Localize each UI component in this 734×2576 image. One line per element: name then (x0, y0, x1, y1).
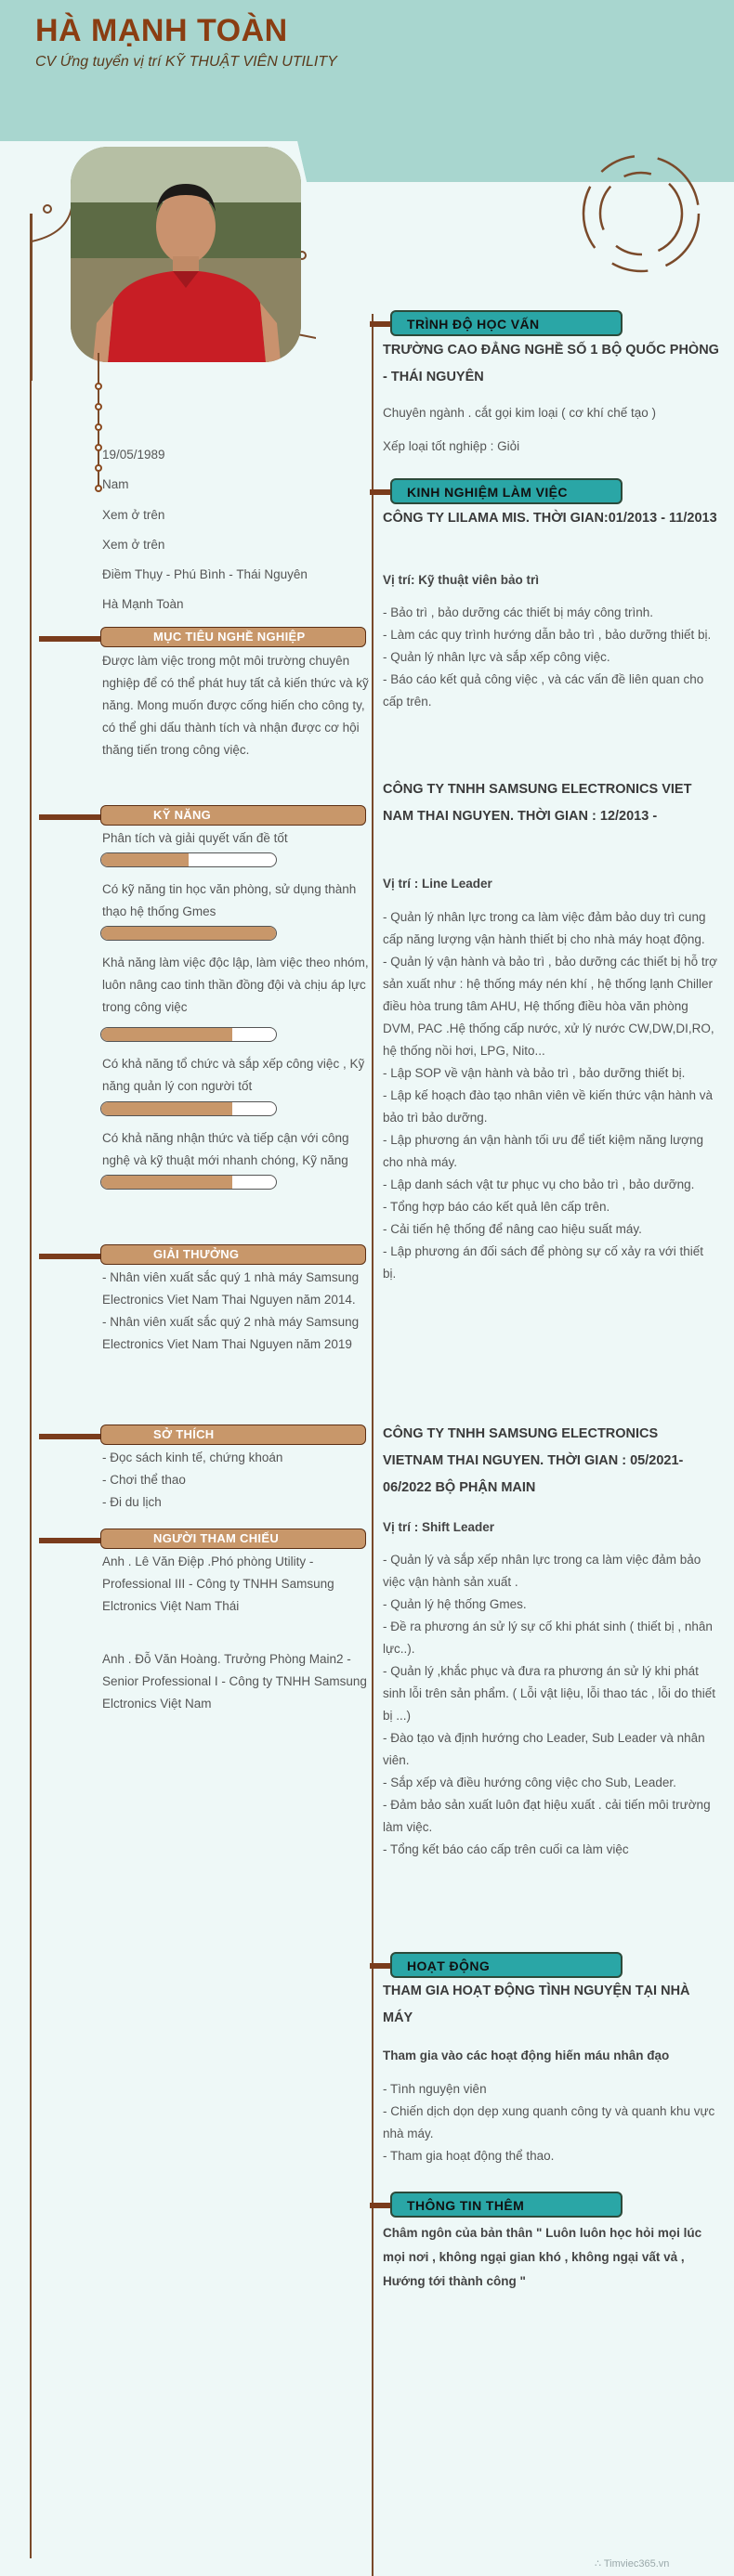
activity-title: THAM GIA HOẠT ĐỘNG TÌNH NGUYỆN TẠI NHÀ MÁY (383, 1984, 690, 2025)
experience-2-company: CÔNG TY TNHH SAMSUNG ELECTRONICS VIET NAM THAI NGUYEN. THỜI GIAN : 12/2013 - (383, 782, 692, 824)
hobbies-list (102, 1447, 372, 1514)
experience-1-position: Vị trí: Kỹ thuật viên bảo trì (383, 573, 540, 587)
skill-4-text: Có khả năng tổ chức và sắp xếp công việc , Kỹ năng quản lý con người tốt (102, 1057, 365, 1093)
hobby-item: - Chơi thể thao (102, 1473, 186, 1487)
award-item: - Nhân viên xuất sắc quý 1 nhà máy Samsung Electronics Viet Nam Thai Nguyen năm 2014. (102, 1270, 360, 1307)
skill-1-bar (100, 852, 277, 867)
candidate-name: HÀ MẠNH TOÀN (35, 13, 288, 48)
experience-1-company: CÔNG TY LILAMA MIS. THỜI GIAN:01/2013 - 11/2013 (383, 511, 717, 526)
reference-1: Anh . Lê Văn Điệp .Phó phòng Utility - Professional III - Công ty TNHH Samsung Elctronics Việt Nam Thái (102, 1555, 334, 1613)
skill-5-bar (100, 1175, 277, 1190)
experience-3-company: CÔNG TY TNHH SAMSUNG ELECTRONICS VIETNAM THAI NGUYEN. THỜI GIAN : 05/2021-06/2022 BỘ PHẬN MAIN (383, 1426, 684, 1495)
skill-4-bar (100, 1101, 277, 1116)
more-info-text: Châm ngôn của bản thân " Luôn luôn học hỏi mọi lúc mọi nơi , không ngại gian khó , không ngại vất vả , Hướng tới thành công " (383, 2226, 702, 2288)
skill-2-bar (100, 926, 277, 941)
objective-text: Được làm việc trong một môi trường chuyên nghiệp để có thể phát huy tất cả kiến thức và kỹ năng. Mong muốn được cống hiến cho công ty, có thể ghi dấu thành tích và nhận được cơ hội thăng tiến trong công việc. (102, 654, 369, 757)
award-item: - Nhân viên xuất sắc quý 2 nhà máy Samsung Electronics Viet Nam Thai Nguyen năm 2019 (102, 1315, 360, 1351)
awards-list (102, 1267, 372, 1356)
job-objective-subtitle: CV Ứng tuyển vị trí KỸ THUẬT VIÊN UTILITY (35, 54, 337, 70)
skill-3-bar (100, 1027, 277, 1042)
personal-info-dots (94, 353, 103, 492)
hobby-item: - Đi du lịch (102, 1495, 162, 1509)
phone: Xem ở trên (102, 508, 165, 522)
cv-page: HÀ MẠNH TOÀN CV Ứng tuyển vị trí KỸ THUẬT VIÊN UTILITY 19/05/1989 Nam Xem ở trên Xem ở trên Điềm Thụy - Phú Bình - Thái Nguyên Hà Mạnh Toàn MỤC TIÊU NGHỀ NGHIỆP Được làm việc trong một môi trường chuyên nghiệp để có thể phát huy tất cả kiến thức và kỹ năng. Mong muốn được cống hiến cho công ty, có thể ghi dấu thành tích và nhận được cơ hội thăng tiến trong công việc. KỸ NĂNG Phân tích và giải quyết vấn đề tốt Có kỹ năng tin học văn phòng, sử dụng thành thạo hệ thống Gmes Khả năng làm việc độc lập, làm việc theo nhóm, luôn nâng cao tinh thần đồng đội và chịu áp lực trong công việc Có khả năng tổ chức và sắp xếp công việc , Kỹ năng quản lý con người tốt Có khả năng nhận thức và tiếp cận với công nghệ và kỹ thuật mới nhanh chóng, Kỹ năng GIẢI THƯỞNG - Nhân viên xuất sắc quý 1 nhà máy Samsung Electronics Viet Nam Thai Nguyen năm 2014. - Nhân viên xuất sắc quý 2 nhà máy Samsung Electronics Viet Nam Thai Nguyen năm 2019 SỞ THÍCH - Đọc sách kinh tế, chứng khoán - Chơi thể thao - Đi du lịch NGƯỜI THAM CHIẾU Anh . Lê Văn Điệp .Phó phòng Utility - Professional III - Công ty TNHH Samsung Elctronics Việt Nam Thái Anh . Đỗ Văn Hoàng. Trưởng Phòng Main2 - Senior Professional I - Công ty TNHH Samsung Elctronics Việt Nam TRÌNH ĐỘ HỌC VẤN TRƯỜNG CAO ĐẲNG NGHỀ SỐ 1 BỘ QUỐC PHÒNG - THÁI NGUYÊN Chuyên ngành . cắt gọi kim loại ( cơ khí chế tạo ) Xếp loại tốt nghiệp : Giỏi KINH NGHIỆM LÀM VIỆC CÔNG TY LILAMA MIS. THỜI GIAN:01/2013 - 11/2013 Vị trí: Kỹ thuật viên bảo trì - Bảo trì , bảo dưỡng các thiết bị máy công trình. - Làm các quy trình hướng dẫn bảo trì , bảo dưỡng thiết bị. - Quản lý nhân lực và sắp xếp công việc. - Báo cáo kết quả công việc , và các vấn đề liên quan cho cấp trên. CÔNG TY TNHH SAMSUNG ELECTRONICS VIET NAM THAI NGUYEN. THỜI GIAN : 12/2013 - Vị trí : Line Leader - Quản lý nhân lực trong ca làm việc đảm bảo duy trì cung cấp năng lượng vận hành thiết bị cho nhà máy hoạt động. - Quản lý vận hành và bảo trì , bảo dưỡng các thiết bị hỗ trợ sản xuất như : hệ thống máy nén khí , hệ thống lạnh Chiller điều hòa trung tâm AHU, Hệ thống điều hòa văn phòng DVM, PAC .Hệ thống cấp nước, xử lý nước CW,DW,DI,RO, hệ thống nồi hơi, LPG, Nito... - Lập SOP về vận hành và bảo trì , bảo dưỡng thiết bị. - Lập kế hoạch đào tạo nhân viên về kiến thức vận hành và bảo trì bảo dưỡng. - Lập phương án vận hành tối ưu để tiết kiệm năng lượng cho nhà máy. - Lập danh sách vật tư phục vụ cho bảo trì , bảo dưỡng. - Tổng hợp báo cáo kết quả lên cấp trên. - Cải tiến hệ thống để nâng cao hiệu suất máy. - Lập phương án đối sách để phòng sự cố xảy ra với thiết bị. CÔNG TY TNHH SAMSUNG ELECTRONICS VIETNAM THAI NGUYEN. THỜI GIAN : 05/2021-06/2022 BỘ PHẬN MAIN Vị trí : Shift Leader - Quản lý và sắp xếp nhân lực trong ca làm việc đảm bảo việc vận hành sản xuất . - Quản lý hệ thống Gmes. - Đề ra phương án sử lý sự cố khi phát sinh ( thiết bị , nhân lực..). - Quản lý ,khắc phục và đưa ra phương án sử lý khi phát sinh lỗi trên sản phẩm. ( Lỗi vật liệu, lỗi thao tác , lỗi do thiết bị ...) - Đào tạo và định hướng cho Leader, Sub Leader và nhân viên. - Sắp xếp và điều hướng công việc cho Sub, Leader. - Đảm bảo sản xuất luôn đạt hiệu xuất . cải tiến môi trường làm việc. - Tổng kết báo cáo cấp trên cuối ca làm việc HOẠT ĐỘNG THAM GIA HOẠT ĐỘNG TÌNH NGUYỆN TẠI NHÀ MÁY Tham gia vào các hoạt động hiến máu nhân đạo - Tình nguyện viên - Chiến dịch dọn dẹp xung quanh công ty và quanh khu vực nhà máy. - Tham gia hoạt động thể thao. THÔNG TIN THÊM Châm ngôn của bản thân " Luôn luôn học hỏi mọi lúc mọi nơi , không ngại gian khó , không ngại vất vả , Hướng tới thành công " ∴ Timviec365.vn (0, 0, 734, 2576)
experience-2-duties: - Quản lý nhân lực trong ca làm việc đảm bảo duy trì cung cấp năng lượng vận hành thiết bị cho nhà máy hoạt động. - Quản lý vận hành và bảo trì , bảo dưỡng các thiết bị hỗ trợ sản xuất như : hệ thống máy nén khí , hệ thống lạnh Chiller điều hòa trung tâm AHU, Hệ thống điều hòa văn phòng DVM, PAC .Hệ thống cấp nước, xử lý nước CW,DW,DI,RO, hệ thống nồi hơi, LPG, Nito... - Lập SOP về vận hành và bảo trì , bảo dưỡng thiết bị. - Lập kế hoạch đào tạo nhân viên về kiến thức vận hành và bảo trì bảo dưỡng. - Lập phương án vận hành tối ưu để tiết kiệm năng lượng cho nhà máy. - Lập danh sách vật tư phục vụ cho bảo trì , bảo dưỡng. - Tổng hợp báo cáo kết quả lên cấp trên. - Cải tiến hệ thống để nâng cao hiệu suất máy. - Lập phương án đối sách để phòng sự cố xảy ra với thiết bị. (383, 910, 717, 1281)
email: Xem ở trên (102, 538, 165, 552)
decorative-circle-icon (574, 147, 708, 280)
watermark-footer: ∴ Timviec365.vn (595, 2558, 670, 2569)
address: Điềm Thụy - Phú Bình - Thái Nguyên (102, 567, 308, 581)
education-rank: Xếp loại tốt nghiệp : Giỏi (383, 439, 520, 453)
experience-1-duties: - Bảo trì , bảo dưỡng các thiết bị máy công trình. - Làm các quy trình hướng dẫn bảo trì , bảo dưỡng thiết bị. - Quản lý nhân lực và sắp xếp công việc. - Báo cáo kết quả công việc , và các vấn đề liên quan cho cấp trên. (383, 605, 712, 709)
center-divider-line (372, 314, 374, 2576)
gender: Nam (102, 477, 129, 491)
birth-date: 19/05/1989 (102, 448, 165, 462)
education-school: TRƯỜNG CAO ĐẲNG NGHỀ SỐ 1 BỘ QUỐC PHÒNG - THÁI NGUYÊN (383, 343, 719, 384)
avatar (71, 147, 301, 362)
skill-1-text: Phân tích và giải quyết vấn đề tốt (102, 831, 288, 845)
hobby-item: - Đọc sách kinh tế, chứng khoán (102, 1451, 283, 1464)
experience-3-duties: - Quản lý và sắp xếp nhân lực trong ca làm việc đảm bảo việc vận hành sản xuất . - Quản lý hệ thống Gmes. - Đề ra phương án sử lý sự cố khi phát sinh ( thiết bị , nhân lực..). - Quản lý ,khắc phục và đưa ra phương án sử lý khi phát sinh lỗi trên sản phẩm. ( Lỗi vật liệu, lỗi thao tác , lỗi do thiết bị ...) - Đào tạo và định hướng cho Leader, Sub Leader và nhân viên. - Sắp xếp và điều hướng công việc cho Sub, Leader. - Đảm bảo sản xuất luôn đạt hiệu xuất . cải tiến môi trường làm việc. - Tổng kết báo cáo cấp trên cuối ca làm việc (383, 1553, 715, 1856)
website: Hà Mạnh Toàn (102, 597, 184, 611)
education-major: Chuyên ngành . cắt gọi kim loại ( cơ khí chế tạo ) (383, 406, 657, 420)
skill-2-text: Có kỹ năng tin học văn phòng, sử dụng thành thạo hệ thống Gmes (102, 882, 357, 918)
skill-5-text: Có khả năng nhận thức và tiếp cận với công nghệ và kỹ thuật mới nhanh chóng, Kỹ năng (102, 1131, 349, 1167)
reference-2: Anh . Đỗ Văn Hoàng. Trưởng Phòng Main2 - Senior Professional I - Công ty TNHH Samsung Elctronics Việt Nam (102, 1652, 367, 1711)
experience-3-position: Vị trí : Shift Leader (383, 1520, 495, 1534)
activity-role: Tham gia vào các hoạt động hiến máu nhân đạo (383, 2049, 670, 2062)
left-timeline-line (30, 214, 32, 2558)
experience-2-position: Vị trí : Line Leader (383, 877, 492, 891)
activity-list: - Tình nguyện viên - Chiến dịch dọn dẹp xung quanh công ty và quanh khu vực nhà máy. - Tham gia hoạt động thể thao. (383, 2082, 715, 2163)
skill-3-text: Khả năng làm việc độc lập, làm việc theo nhóm, luôn nâng cao tinh thần đồng đội và chịu áp lực trong công việc (102, 956, 369, 1014)
